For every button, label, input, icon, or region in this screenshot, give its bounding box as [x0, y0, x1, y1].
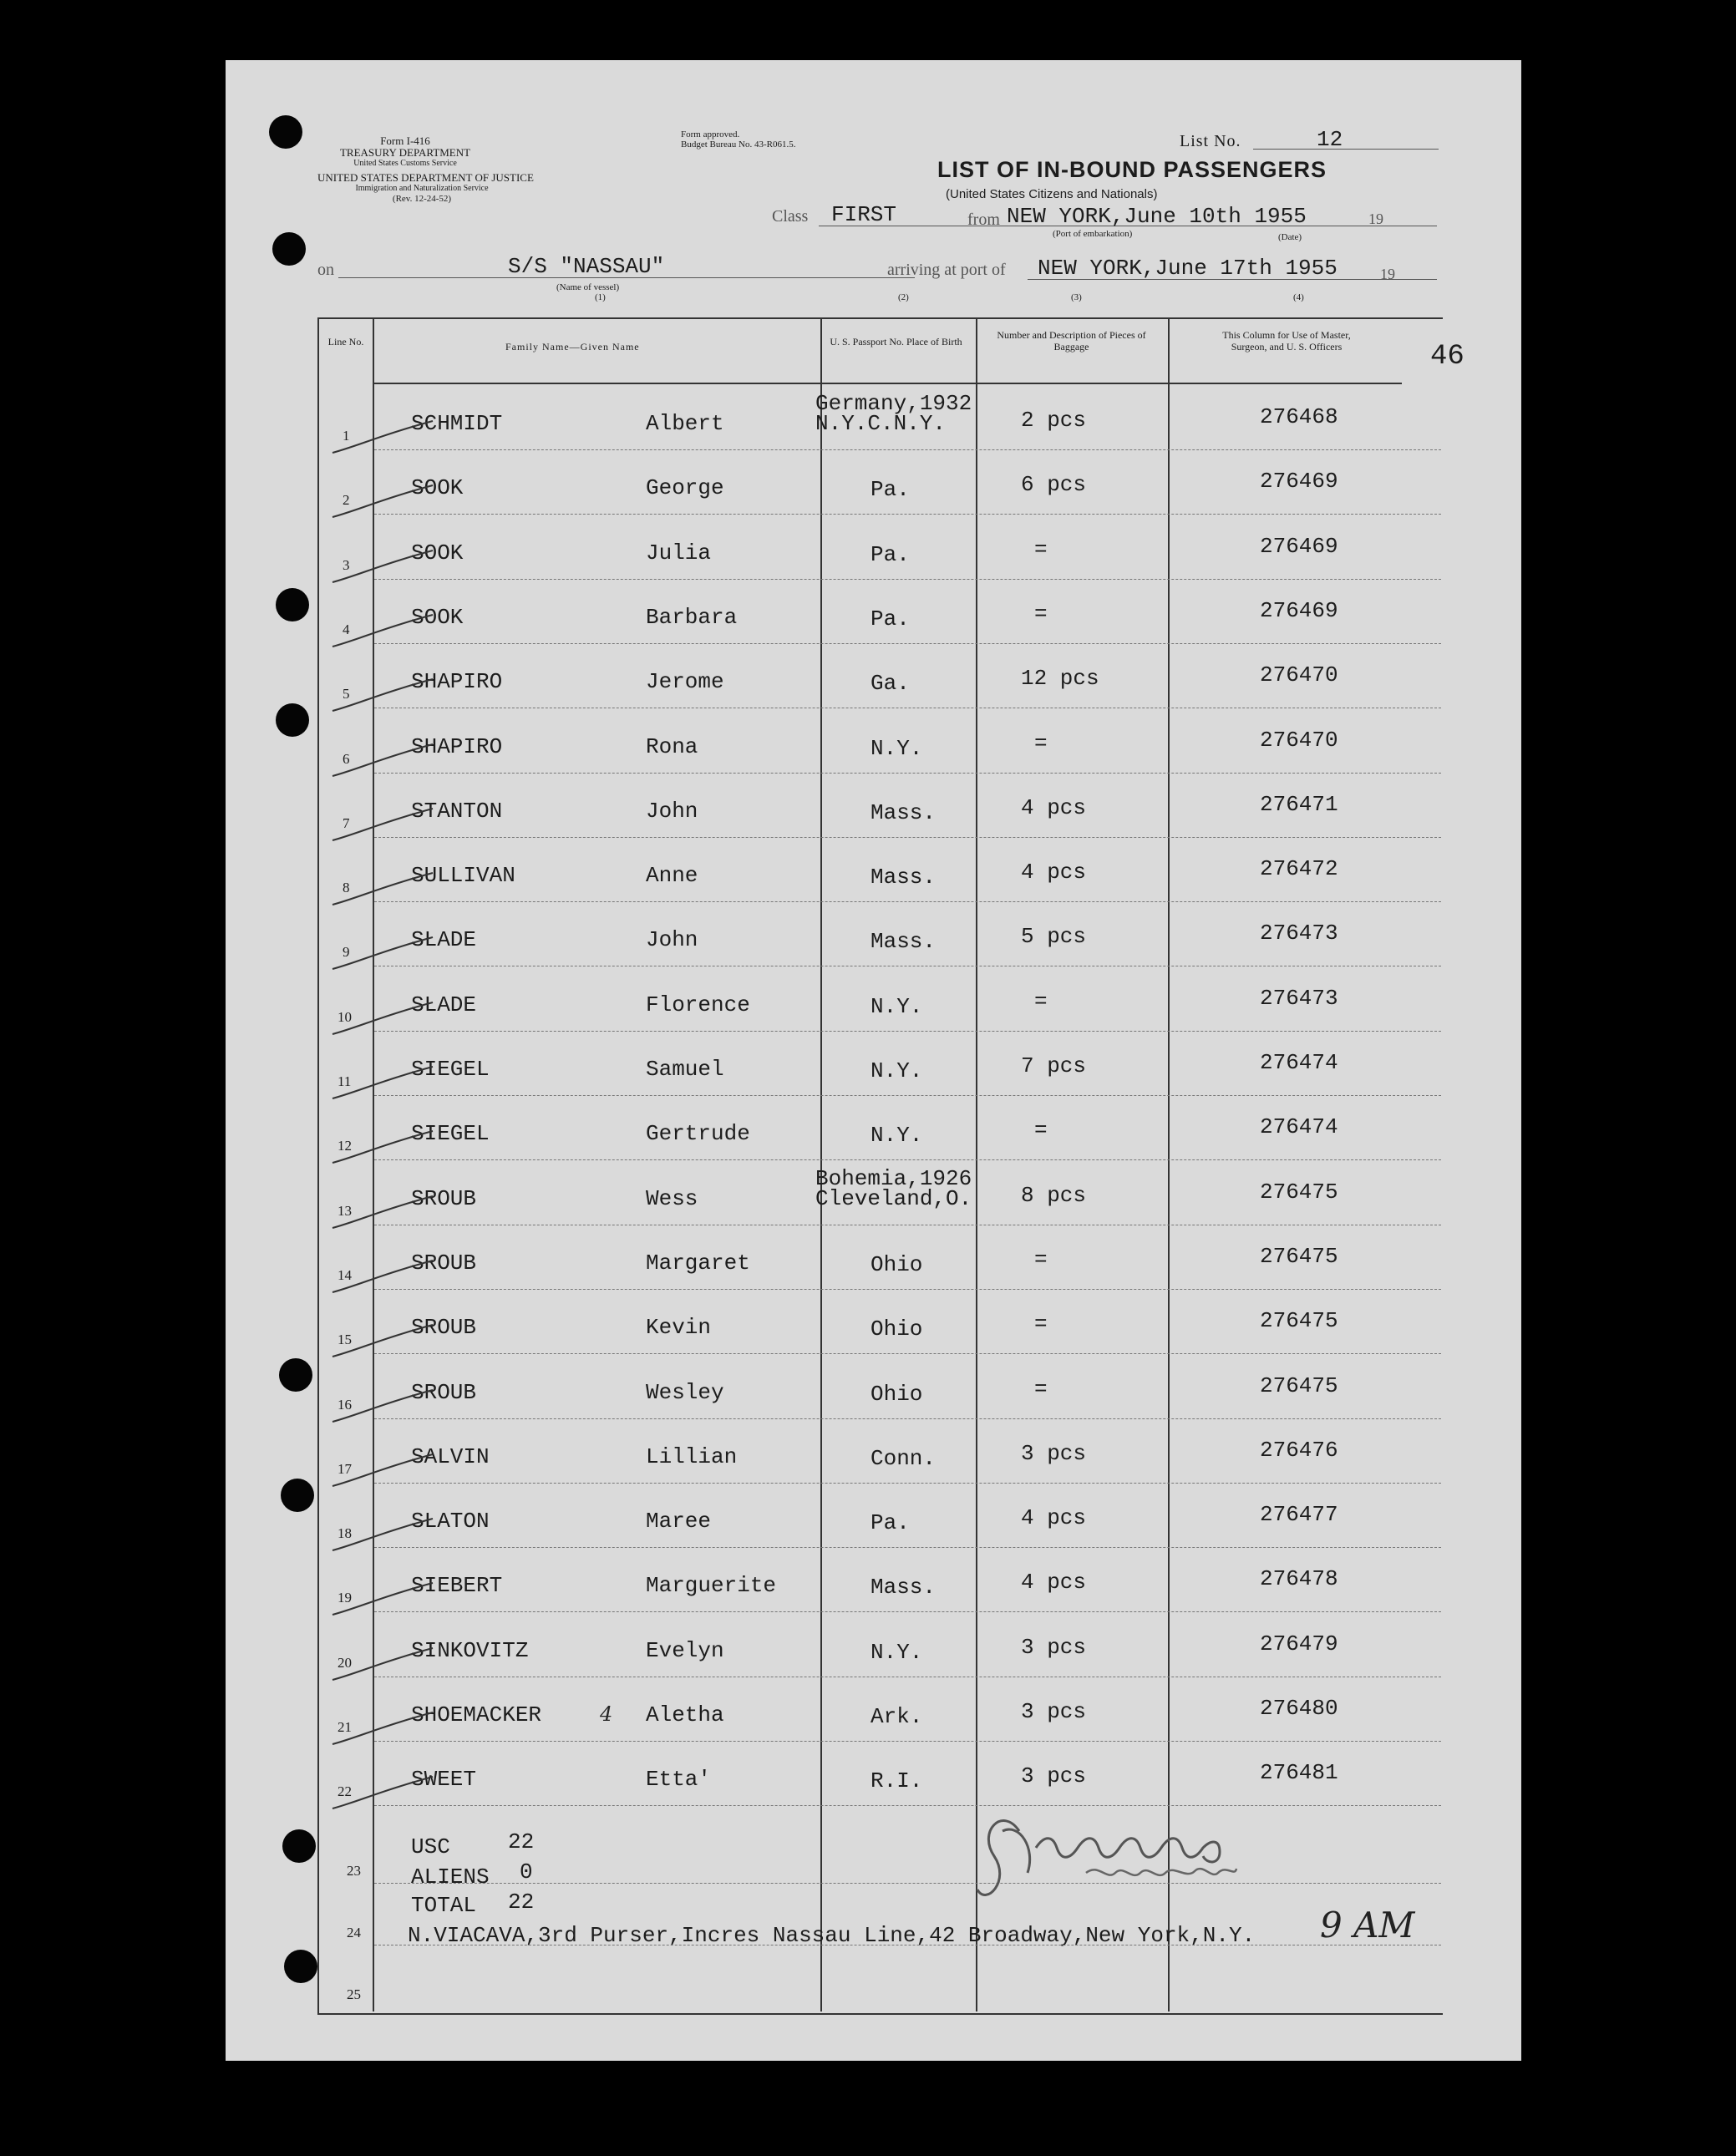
- page-number: 46: [1430, 341, 1464, 373]
- family-name: SROUB: [411, 1315, 477, 1341]
- punch-hole: [281, 1479, 314, 1512]
- row-rule: [374, 901, 1441, 902]
- header-divider: [373, 383, 1402, 384]
- arriving-label: arriving at port of: [887, 261, 1006, 279]
- from-label: from: [967, 211, 1000, 229]
- given-name: Lillian: [646, 1443, 738, 1469]
- row-rule: [374, 1031, 1441, 1032]
- ticket-number: 276474: [1260, 1114, 1338, 1140]
- baggage-count: 4 pcs: [1021, 1505, 1087, 1531]
- line-number: 11: [338, 1073, 352, 1089]
- ticket-number: 276476: [1260, 1437, 1338, 1463]
- place-of-birth: Pa.: [871, 606, 910, 632]
- ticket-number: 276470: [1260, 662, 1338, 688]
- ticket-number: 276473: [1260, 921, 1338, 946]
- list-no-label: List No.: [1180, 132, 1241, 150]
- place-of-birth: N.Y.: [871, 1058, 923, 1083]
- row-rule: [374, 1483, 1441, 1484]
- family-name: SULLIVAN: [411, 863, 515, 889]
- agency-customs: United States Customs Service: [353, 159, 457, 168]
- place-of-birth: N.Y.: [871, 993, 923, 1019]
- baggage-count: 3 pcs: [1021, 1763, 1087, 1789]
- agency-treasury: TREASURY DEPARTMENT: [339, 146, 471, 159]
- check-mark: [324, 416, 441, 458]
- baggage-count: 4 pcs: [1021, 794, 1087, 820]
- check-mark: [324, 997, 441, 1039]
- baggage-count: =: [1034, 988, 1048, 1014]
- place-of-birth: Ohio: [871, 1251, 923, 1277]
- row-rule: [374, 1095, 1441, 1096]
- family-name: SOOK: [411, 604, 464, 630]
- from-value: NEW YORK,June 10th 1955: [1007, 204, 1307, 229]
- line-number: 9: [343, 944, 350, 961]
- check-mark: [324, 1578, 441, 1620]
- line-number: 14: [338, 1266, 352, 1283]
- given-name: Wess: [646, 1185, 698, 1211]
- on-label: on: [317, 261, 334, 279]
- given-name: Marguerite: [646, 1573, 777, 1599]
- place-of-birth: Bohemia,1926: [815, 1165, 972, 1191]
- place-of-birth: Ga.: [871, 671, 910, 697]
- row-rule: [374, 1289, 1441, 1290]
- punch-hole: [272, 232, 306, 266]
- given-name: Samuel: [646, 1057, 724, 1082]
- family-name: SOOK: [411, 475, 464, 501]
- check-mark: [324, 545, 441, 587]
- line-number: 20: [338, 1654, 352, 1671]
- usc-label: USC: [411, 1834, 450, 1859]
- baggage-count: =: [1034, 601, 1048, 627]
- year-suffix-2: 19: [1380, 266, 1395, 282]
- list-no-value: 12: [1317, 127, 1343, 152]
- place-of-birth-line2: N.Y.C.N.Y.: [815, 411, 947, 436]
- baggage-count: 3 pcs: [1021, 1440, 1087, 1466]
- row-rule: [374, 643, 1441, 644]
- given-name: Aletha: [646, 1702, 724, 1727]
- check-mark: [324, 1514, 441, 1555]
- check-mark: [324, 1320, 441, 1362]
- row-rule: [374, 449, 1441, 450]
- ticket-number: 276475: [1260, 1308, 1338, 1334]
- line-number: 19: [338, 1590, 352, 1606]
- baggage-count: 8 pcs: [1021, 1182, 1087, 1208]
- header-passport: U. S. Passport No. Place of Birth: [830, 336, 962, 347]
- row-rule: [374, 1547, 1441, 1548]
- ticket-number: 276468: [1260, 404, 1338, 429]
- family-name: SHOEMACKER: [411, 1702, 542, 1727]
- place-of-birth: Conn.: [871, 1445, 937, 1471]
- ticket-number: 276481: [1260, 1760, 1338, 1786]
- place-of-birth: N.Y.: [871, 735, 923, 761]
- ticket-number: 276469: [1260, 469, 1338, 495]
- family-name: SIEGEL: [411, 1121, 490, 1147]
- given-name: Margaret: [646, 1250, 750, 1276]
- family-name: SLADE: [411, 927, 477, 953]
- place-of-birth-line2: Cleveland,O.: [815, 1185, 972, 1211]
- punch-hole: [276, 588, 309, 621]
- col-divider-baggage: [1168, 317, 1170, 2011]
- vessel-caption-num: (1): [595, 292, 606, 302]
- row-rule: [374, 837, 1441, 838]
- ticket-number: 276469: [1260, 533, 1338, 559]
- aliens-value: 0: [520, 1859, 533, 1885]
- row-rule: [374, 1418, 1441, 1419]
- place-of-birth: Pa.: [871, 477, 910, 503]
- check-mark: [324, 868, 441, 910]
- family-name: SIEGEL: [411, 1057, 490, 1082]
- check-mark: [324, 1772, 441, 1814]
- header-line-no: Line No.: [327, 336, 364, 347]
- header-name: Family Name—Given Name: [505, 341, 640, 353]
- family-name: SROUB: [411, 1185, 477, 1211]
- header-officers: This Column for Use of Master, Surgeon, and U. S. Officers: [1222, 329, 1351, 353]
- row-rule: [374, 1353, 1441, 1354]
- check-mark: [324, 804, 441, 845]
- ticket-number: 276475: [1260, 1243, 1338, 1269]
- date-caption: (Date): [1278, 232, 1302, 242]
- given-name: John: [646, 798, 698, 824]
- ticket-number: 276473: [1260, 985, 1338, 1011]
- class-value: FIRST: [831, 202, 897, 227]
- ticket-number: 276470: [1260, 727, 1338, 753]
- row-rule: [374, 773, 1441, 774]
- line-number: 18: [338, 1525, 352, 1542]
- list-no-rule: [1253, 149, 1439, 150]
- punch-hole: [269, 115, 302, 149]
- family-name: SHAPIRO: [411, 733, 503, 759]
- total-value: 22: [508, 1890, 535, 1915]
- place-of-birth: Mass.: [871, 1575, 937, 1601]
- given-name: Rona: [646, 733, 698, 759]
- family-name: SROUB: [411, 1250, 477, 1276]
- check-mark: [324, 1191, 441, 1233]
- baggage-count: 4 pcs: [1021, 1570, 1087, 1595]
- check-mark: [324, 1126, 441, 1168]
- line-number-25: 25: [347, 1986, 361, 2002]
- purser-signature-line: N.VIACAVA,3rd Purser,Incres Nassau Line,42 Broadway,New York,N.Y.: [408, 1923, 1256, 1948]
- baggage-count: 4 pcs: [1021, 860, 1087, 885]
- line-number: 13: [338, 1202, 352, 1219]
- check-mark: [324, 674, 441, 716]
- row-rule: [374, 514, 1441, 515]
- family-name: SALVIN: [411, 1443, 490, 1469]
- form-subtitle: (United States Citizens and Nationals): [946, 187, 1158, 201]
- handwritten-time: 9 AM: [1320, 1905, 1415, 1945]
- place-of-birth: N.Y.: [871, 1123, 923, 1149]
- line-number: 2: [343, 492, 350, 509]
- port-caption: (Port of embarkation): [1053, 229, 1133, 239]
- budget-bureau: Budget Bureau No. 43-R061.5.: [681, 140, 796, 150]
- ticket-number: 276474: [1260, 1050, 1338, 1075]
- line-number: 6: [343, 750, 350, 767]
- col-num-4: (4): [1293, 292, 1304, 302]
- check-mark: [324, 739, 441, 781]
- vessel-name: S/S "NASSAU": [508, 254, 665, 279]
- form-revision: (Rev. 12-24-52): [392, 194, 452, 204]
- col-num-3: (3): [1071, 292, 1082, 302]
- passenger-list-page: [226, 60, 1521, 2061]
- col-divider-passport: [976, 317, 977, 2011]
- given-name: Anne: [646, 863, 698, 889]
- row-rule: [374, 1611, 1441, 1612]
- given-name: Gertrude: [646, 1121, 750, 1147]
- line-number: 1: [343, 428, 350, 444]
- ticket-number: 276480: [1260, 1696, 1338, 1721]
- family-name: SOOK: [411, 540, 464, 566]
- line-number: 3: [343, 556, 350, 573]
- line-number: 8: [343, 880, 350, 896]
- punch-hole: [282, 1829, 316, 1863]
- given-name: Kevin: [646, 1315, 712, 1341]
- ticket-number: 276469: [1260, 597, 1338, 623]
- baggage-count: =: [1034, 1376, 1048, 1402]
- total-label: TOTAL: [411, 1893, 477, 1918]
- family-name: SLADE: [411, 992, 477, 1017]
- given-name: Barbara: [646, 604, 738, 630]
- place-of-birth: N.Y.: [871, 1639, 923, 1665]
- agency-ins: Immigration and Naturalization Service: [355, 184, 489, 193]
- row-rule: [374, 1741, 1441, 1742]
- family-name: SHAPIRO: [411, 669, 503, 695]
- baggage-count: 6 pcs: [1021, 472, 1087, 498]
- family-name: SCHMIDT: [411, 411, 503, 436]
- given-name: Etta': [646, 1767, 712, 1793]
- year-suffix: 19: [1368, 211, 1383, 227]
- form-approved: Form approved.: [681, 129, 740, 140]
- place-of-birth: Pa.: [871, 541, 910, 567]
- header-baggage: Number and Description of Pieces of Baggage: [997, 329, 1146, 353]
- check-mark: [324, 1707, 441, 1749]
- ticket-number: 276478: [1260, 1566, 1338, 1592]
- line-number: 22: [338, 1783, 352, 1800]
- arriving-value: NEW YORK,June 17th 1955: [1038, 256, 1338, 281]
- line-number: 17: [338, 1460, 352, 1477]
- baggage-count: 3 pcs: [1021, 1699, 1087, 1724]
- check-mark: [324, 610, 441, 652]
- place-of-birth: Pa.: [871, 1510, 910, 1536]
- check-mark: [324, 932, 441, 974]
- baggage-count: =: [1034, 1311, 1048, 1337]
- place-of-birth: Ark.: [871, 1704, 923, 1729]
- given-name: Julia: [646, 540, 712, 566]
- ticket-number: 276475: [1260, 1372, 1338, 1398]
- given-name: Jerome: [646, 669, 724, 695]
- family-name: SLATON: [411, 1509, 490, 1535]
- baggage-count: =: [1034, 536, 1048, 562]
- check-mark: [324, 1385, 441, 1427]
- line-number-24: 24: [347, 1925, 361, 1940]
- check-mark: [324, 1643, 441, 1685]
- punch-hole: [276, 703, 309, 737]
- place-of-birth: Mass.: [871, 865, 937, 890]
- col-divider-name: [820, 317, 822, 2011]
- line-number: 16: [338, 1396, 352, 1413]
- given-name: Albert: [646, 411, 724, 436]
- aliens-label: ALIENS: [411, 1864, 490, 1890]
- line-number: 7: [343, 814, 350, 831]
- place-of-birth: R.I.: [871, 1768, 923, 1794]
- place-of-birth: Ohio: [871, 1316, 923, 1342]
- baggage-count: =: [1034, 1246, 1048, 1272]
- punch-hole: [284, 1950, 317, 1983]
- line-number: 4: [343, 621, 350, 637]
- baggage-count: 2 pcs: [1021, 408, 1087, 433]
- family-name: SIEBERT: [411, 1573, 503, 1599]
- line-number: 21: [338, 1719, 352, 1735]
- vessel-caption: (Name of vessel): [556, 282, 620, 292]
- given-name: Wesley: [646, 1379, 724, 1405]
- baggage-count: 3 pcs: [1021, 1634, 1087, 1660]
- baggage-count: =: [1034, 730, 1048, 756]
- check-mark: [324, 1256, 441, 1297]
- family-name: SWEET: [411, 1767, 477, 1793]
- ticket-number: 276477: [1260, 1502, 1338, 1528]
- line-number: 15: [338, 1332, 352, 1348]
- line-number: 12: [338, 1138, 352, 1154]
- given-name: Maree: [646, 1509, 712, 1535]
- line-number-23: 23: [347, 1863, 361, 1879]
- given-name: Evelyn: [646, 1637, 724, 1663]
- inspector-signature: [969, 1798, 1320, 1915]
- form-number: Form I-416: [380, 134, 430, 147]
- check-mark: [324, 1062, 441, 1103]
- baggage-count: 12 pcs: [1021, 666, 1099, 692]
- ticket-number: 276479: [1260, 1631, 1338, 1656]
- row-rule: [374, 1159, 1441, 1160]
- punch-hole: [279, 1358, 312, 1392]
- place-of-birth: Germany,1932: [815, 391, 972, 416]
- row-annotation: 4: [600, 1702, 613, 1726]
- usc-value: 22: [508, 1829, 535, 1854]
- family-name: SROUB: [411, 1379, 477, 1405]
- place-of-birth: Mass.: [871, 929, 937, 955]
- given-name: George: [646, 475, 724, 501]
- ticket-number: 276475: [1260, 1179, 1338, 1205]
- ticket-number: 276471: [1260, 791, 1338, 817]
- line-number: 10: [338, 1008, 352, 1025]
- col-num-2: (2): [898, 292, 909, 302]
- baggage-count: 5 pcs: [1021, 924, 1087, 950]
- ticket-number: 276472: [1260, 856, 1338, 882]
- place-of-birth: Ohio: [871, 1381, 923, 1407]
- given-name: Florence: [646, 992, 750, 1017]
- class-label: Class: [772, 207, 809, 226]
- family-name: SINKOVITZ: [411, 1637, 529, 1663]
- agency-justice: UNITED STATES DEPARTMENT OF JUSTICE: [317, 171, 534, 184]
- given-name: John: [646, 927, 698, 953]
- check-mark: [324, 1449, 441, 1491]
- check-mark: [324, 480, 441, 522]
- place-of-birth: Mass.: [871, 799, 937, 825]
- baggage-count: 7 pcs: [1021, 1053, 1087, 1078]
- line-number: 5: [343, 686, 350, 703]
- baggage-count: =: [1034, 1118, 1048, 1144]
- row-rule: [374, 579, 1441, 580]
- family-name: STANTON: [411, 798, 503, 824]
- form-title: LIST OF IN-BOUND PASSENGERS: [937, 157, 1327, 182]
